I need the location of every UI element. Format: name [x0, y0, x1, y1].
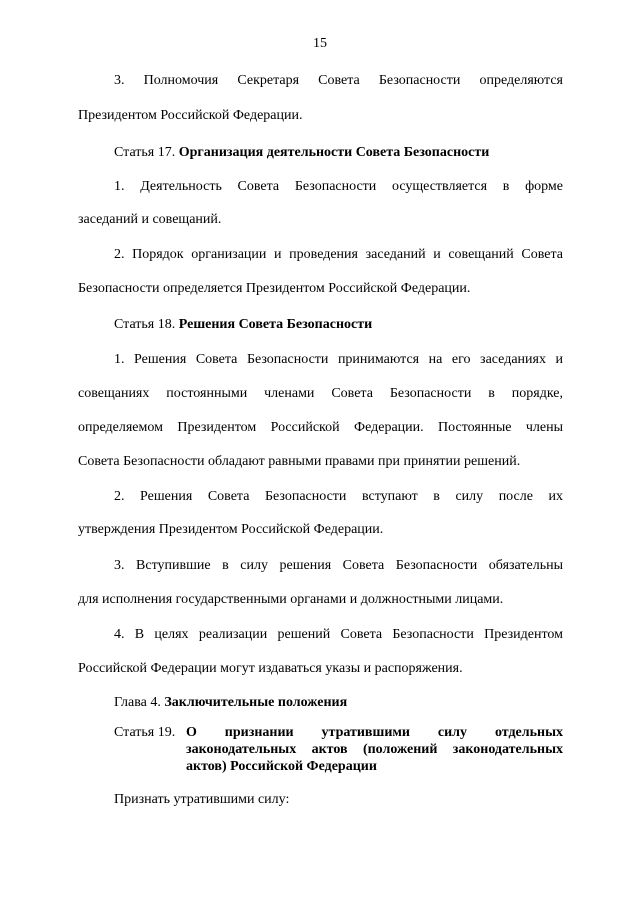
article-17-prefix: Статья 17. [114, 145, 176, 160]
article-18-p1-line-3: определяемом Президентом Российской Федерации. Постоянные члены [78, 420, 563, 435]
clause-3-line-1: 3. Полномочия Секретаря Совета Безопасности определяются [114, 73, 563, 88]
article-19-intro: Признать утратившими силу: [114, 792, 290, 807]
article-18-heading [114, 317, 372, 333]
chapter-4-title: Заключительные положения [164, 695, 348, 710]
article-18-p1-line-2: совещаниях постоянными членами Совета Безопасности в порядке, [78, 386, 563, 401]
article-19-title-line-2: законодательных актов (положений законодательных [186, 742, 563, 757]
article-18-p2-line-1: 2. Решения Совета Безопасности вступают в силу после их [114, 489, 563, 504]
article-18-p1-line-1: 1. Решения Совета Безопасности принимаются на его заседаниях и [114, 352, 563, 367]
chapter-4-heading [114, 695, 347, 711]
article-17-p1-line-1: 1. Деятельность Совета Безопасности осуществляется в форме [114, 179, 563, 194]
article-18-p2-line-2: утверждения Президентом Российской Федерации. [78, 522, 384, 537]
article-19-title-line-1: О признании утратившими силу отдельных [186, 725, 563, 740]
article-18-title: Решения Совета Безопасности [178, 317, 373, 332]
article-18-p1-line-4: Совета Безопасности обладают равными правами при принятии решений. [78, 454, 521, 469]
article-18-p4-line-1: 4. В целях реализации решений Совета Безопасности Президентом [114, 627, 563, 642]
article-17-p1-line-2: заседаний и совещаний. [78, 212, 222, 227]
article-18-prefix: Статья 18. [114, 317, 176, 332]
article-19-title-line-3: актов) Российской Федерации [186, 759, 377, 774]
article-18-p3-line-1: 3. Вступившие в силу решения Совета Безопасности обязательны [114, 558, 563, 573]
page-number: 15 [313, 36, 327, 51]
article-18-p3-line-2: для исполнения государственными органами и должностными лицами. [78, 592, 504, 607]
article-17-heading [114, 145, 489, 161]
clause-3-line-2: Президентом Российской Федерации. [78, 108, 303, 123]
article-17-p2-line-2: Безопасности определяется Президентом Российской Федерации. [78, 281, 471, 296]
article-18-p4-line-2: Российской Федерации могут издаваться указы и распоряжения. [78, 661, 463, 676]
chapter-4-prefix: Глава 4. [114, 695, 161, 710]
article-17-p2-line-1: 2. Порядок организации и проведения заседаний и совещаний Совета [114, 247, 563, 262]
article-17-title: Организация деятельности Совета Безопасности [178, 145, 490, 160]
article-19-prefix: Статья 19. [114, 725, 176, 740]
